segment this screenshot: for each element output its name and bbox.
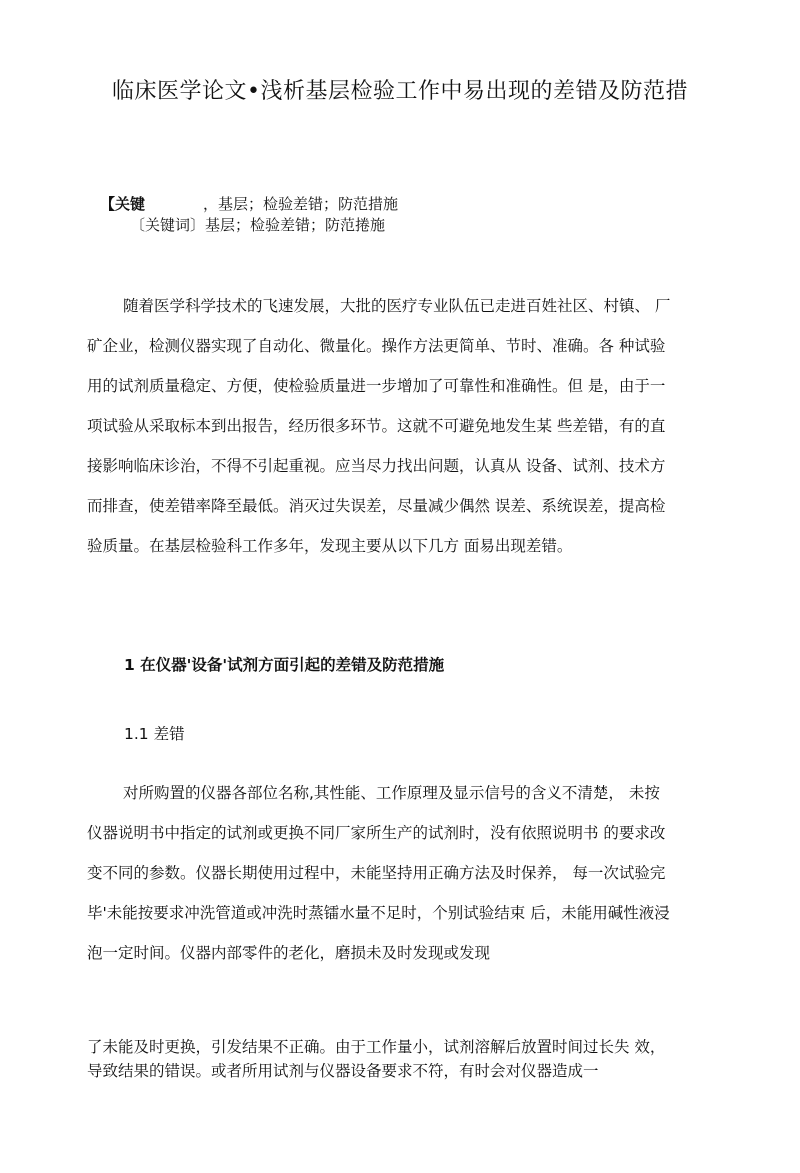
- section-heading: 1 在仪器'设备'试剂方面引起的差错及防范措施: [124, 656, 445, 674]
- paragraph-continued: [87, 1035, 715, 1083]
- keywords-line-2: 〔关键词〕基层；检验差错；防范捲施: [130, 216, 386, 234]
- paragraph-line: 导致结果的错误。或者所用试剂与仪器设备要求不符，有时会对仪器造成一: [87, 1062, 599, 1080]
- paragraph-line: 验质量。在基层检验科工作多年，发现主要从以下几方 面易出现差错。: [87, 537, 573, 555]
- paragraph-line: 毕'未能按要求冲洗管道或冲洗时蒸镭水量不足时，个别试验结束 后，未能用碱性液浸: [87, 904, 670, 922]
- keywords-line-1: [100, 193, 398, 214]
- paragraph-line: 用的试剂质量稳定、方便，使检验质量进一步增加了可靠性和准确性。但 是，由于一: [87, 377, 666, 395]
- paragraph-line: 仪器说明书中指定的试剂或更换不同厂家所生产的试剂时，没有依照说明书 的要求改: [87, 824, 666, 842]
- document-title: 临床医学论文•浅析基层检验工作中易出现的差错及防范措: [112, 79, 688, 104]
- paragraph-line: 接影响临床诊治，不得不引起重视。应当尽力找出问题，认真从 设备、试剂、技术方: [87, 457, 666, 475]
- subsection-heading: 1.1 差错: [124, 725, 185, 743]
- keywords-text: ，基层；检验差错；防范措施: [203, 195, 399, 213]
- paragraph-line: 变不同的参数。仪器长期使用过程中，未能坚持用正确方法及时保养， 每一次试验完: [87, 864, 666, 882]
- paragraph-line: 对所购置的仪器各部位名称,其性能、工作原理及显示信号的含义不清楚， 未按: [123, 784, 660, 802]
- paragraph-line: 随着医学科学技术的飞速发展，大批的医疗专业队伍已走进百姓社区、村镇、 厂: [123, 297, 671, 315]
- paragraph-intro: [87, 286, 715, 566]
- paragraph-errors: [87, 773, 715, 973]
- paragraph-line: 泡一定时间。仪器内部零件的老化，磨损未及时发现或发现: [87, 944, 491, 962]
- paragraph-line: 矿企业，检测仪器实现了自动化、微量化。操作方法更简单、节时、准确。各 种试验: [87, 337, 666, 355]
- paragraph-line: 项试验从采取标本到出报告，经历很多环节。这就不可避免地发生某 些差错，有的直: [87, 417, 666, 435]
- paragraph-line: 了未能及时更换，引发结果不正确。由于工作量小，试剂溶解后放置时间过长失 效，: [87, 1038, 666, 1056]
- keywords-label: 【关键: [100, 195, 146, 213]
- paragraph-line: 而排查，使差错率降至最低。消灭过失误差，尽量减少偶然 误差、系统误差，提高检: [87, 497, 666, 515]
